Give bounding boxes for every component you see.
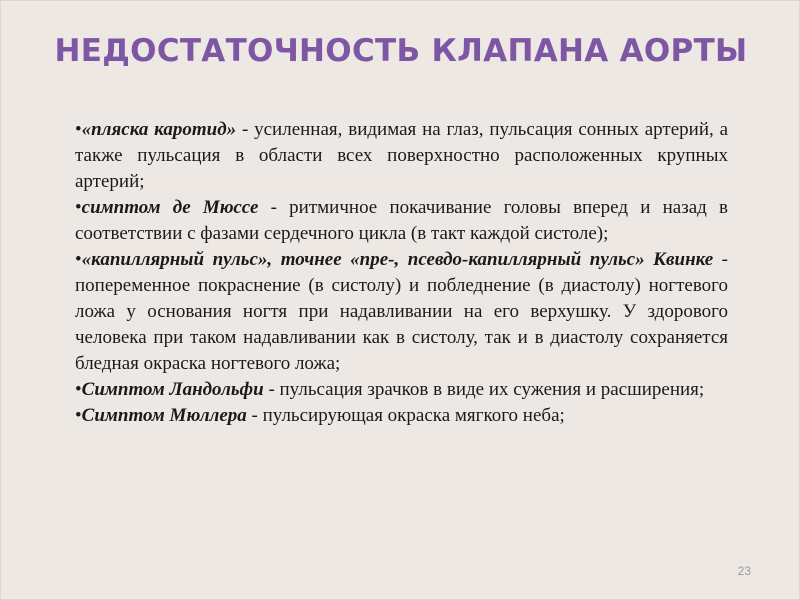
- bullet-icon: •: [75, 405, 82, 426]
- bullet-icon: •: [75, 119, 82, 140]
- term-label: «пляска каротид»: [81, 119, 237, 140]
- list-item: [75, 247, 728, 377]
- bullet-list: [75, 117, 728, 429]
- term-label: «капиллярный пульс», точнее «пре-, псевдо-капиллярный пульс» Квинке: [81, 249, 714, 270]
- list-item: [75, 117, 728, 195]
- bullet-icon: •: [75, 249, 82, 270]
- bullet-icon: •: [75, 379, 82, 400]
- item-description: - ритмичное покачивание головы вперед и назад в соответствии с фазами сердечного цикла (в такт каждой систоле);: [75, 197, 728, 244]
- bullet-icon: •: [75, 197, 82, 218]
- list-item: [75, 195, 728, 247]
- item-description: - усиленная, видимая на глаз, пульсация сонных артерий, а также пульсация в области всех поверхностно расположенных крупных артерий;: [75, 119, 729, 192]
- slide-title: НЕДОСТАТОЧНОСТЬ КЛАПАНА АОРТЫ: [54, 33, 748, 69]
- page-number: 23: [737, 564, 751, 578]
- term-label: Симптом Ландольфи: [81, 379, 264, 400]
- list-item: [75, 377, 728, 403]
- item-description: - пульсация зрачков в виде их сужения и расширения;: [263, 379, 705, 400]
- item-description: - попеременное покраснение (в систолу) и побледнение (в диастолу) ногтевого ложа у основания ногтя при надавливании на его верхушку. У здорового человека при таком надавливании как в систолу, так и в диастолу сохраняется бледная окраска ногтевого ложа;: [75, 249, 729, 374]
- term-label: симптом де Мюссе: [81, 197, 259, 218]
- term-label: Симптом Мюллера: [81, 405, 247, 426]
- list-item: [75, 403, 728, 429]
- item-description: - пульсирующая окраска мягкого неба;: [246, 405, 565, 426]
